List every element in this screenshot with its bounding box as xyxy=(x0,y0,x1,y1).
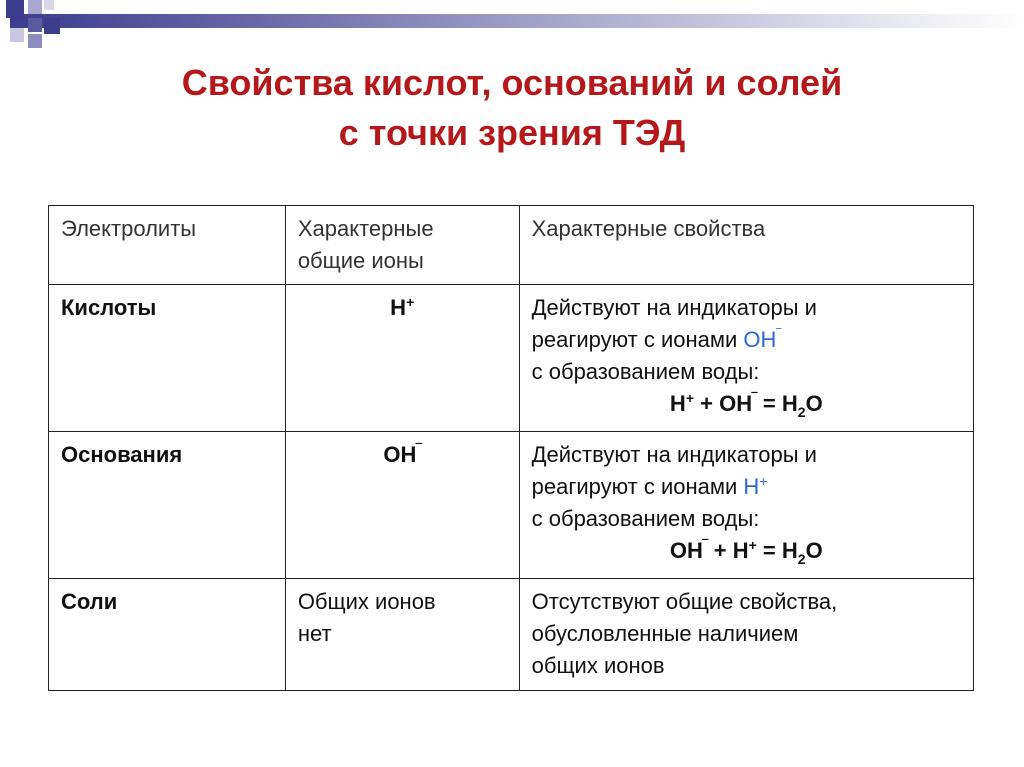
reaction-equation: $OH^‾ + H^+ = H_2O$ xyxy=(669,537,823,567)
property-line: реагируют с ионами H+ xyxy=(531,473,768,499)
title-line-2: с точки зрения ТЭД xyxy=(338,112,686,153)
decorative-square xyxy=(44,18,60,34)
property-line: Отсутствуют общие свойства, xyxy=(531,589,838,614)
slide-title xyxy=(0,58,1024,158)
decorative-square xyxy=(10,28,24,42)
common-ion-acids: H+ xyxy=(285,285,519,432)
common-ion-salts: Общих ионов нет xyxy=(285,579,519,691)
properties-bases xyxy=(519,432,973,579)
property-line: обусловленные наличием xyxy=(531,621,799,646)
ion-highlight: OH‾ xyxy=(743,326,782,352)
row-name-salts: Соли xyxy=(49,579,286,691)
property-line: Действуют на индикаторы и xyxy=(531,295,817,320)
header-properties: Характерные свойства xyxy=(519,206,973,285)
decorative-square xyxy=(28,0,42,14)
ion-highlight: H+ xyxy=(743,473,768,499)
header-common-ions: Характерные общие ионы xyxy=(285,206,519,285)
property-line: с образованием воды: xyxy=(531,506,760,531)
table-row xyxy=(49,285,974,432)
table-row xyxy=(49,432,974,579)
properties-acids xyxy=(519,285,973,432)
property-line: с образованием воды: xyxy=(531,359,760,384)
table-row xyxy=(49,579,974,691)
common-ion-bases: OH‾ xyxy=(285,432,519,579)
title-line-1: Свойства кислот, оснований и солей xyxy=(181,62,843,103)
header-electrolytes: Электролиты xyxy=(49,206,286,285)
decorative-gradient-bar xyxy=(10,14,1024,28)
properties-table xyxy=(48,205,974,691)
property-line: реагируют с ионами OH‾ xyxy=(531,326,782,352)
reaction-equation: $H^+ + OH^‾ = H_2O$ xyxy=(669,390,823,420)
property-line: Действуют на индикаторы и xyxy=(531,442,817,467)
decorative-square xyxy=(6,0,24,18)
property-line: общих ионов xyxy=(531,653,665,678)
decorative-square xyxy=(28,18,42,32)
table-header-row xyxy=(49,206,974,285)
decorative-square xyxy=(44,0,54,10)
decorative-square xyxy=(28,34,42,48)
row-name-bases: Основания xyxy=(49,432,286,579)
row-name-acids: Кислоты xyxy=(49,285,286,432)
header-decoration xyxy=(0,0,1024,60)
properties-salts xyxy=(519,579,973,691)
